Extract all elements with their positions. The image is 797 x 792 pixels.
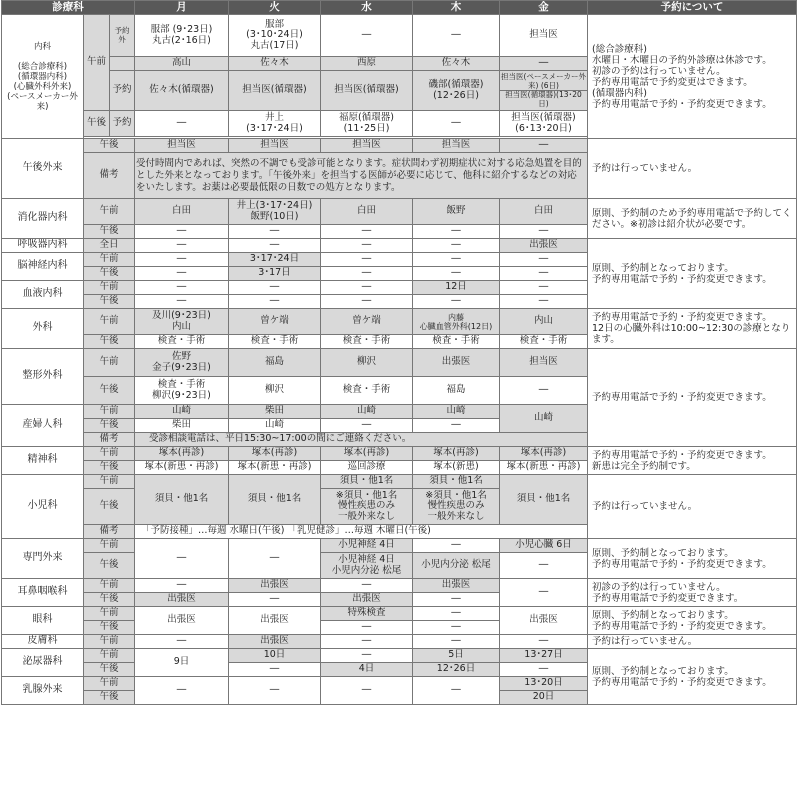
schedule-cell: ― [500, 295, 588, 309]
schedule-cell: 山崎 [500, 405, 588, 433]
slot-label: 午前 [84, 475, 135, 489]
dept-ganka: 眼科 [2, 607, 84, 635]
slot-label: 午前 [84, 253, 135, 267]
schedule-cell: 4日 [321, 663, 413, 677]
schedule-cell: ― [500, 553, 588, 579]
schedule-cell: ― [413, 239, 500, 253]
slot-label: 午前 [84, 15, 110, 111]
schedule-cell: 塚本(新患・再診) [229, 461, 321, 475]
schedule-cell: 佐々木 [229, 57, 321, 71]
note-hifu: 予約は行っていません。 [588, 635, 797, 649]
schedule-cell: 須貝・他1名 [413, 475, 500, 489]
schedule-cell: 服部 (3･10･24日) 丸古(17日) [229, 15, 321, 57]
slot-label: 午前 [84, 677, 135, 691]
schedule-cell: 塚本(再診) [413, 447, 500, 461]
schedule-cell: 5日 [413, 649, 500, 663]
schedule-cell: ― [321, 253, 413, 267]
schedule-cell: 検査・手術 [229, 335, 321, 349]
schedule-cell: ― [135, 635, 229, 649]
schedule-cell: ― [321, 267, 413, 281]
schedule-cell: ― [413, 253, 500, 267]
schedule-cell: 3･17･24日 [229, 253, 321, 267]
remark-gogo: 受付時間内であれば、突然の不調でも受診可能となります。症状問わず初期症状に対する応急処置を目的とした外来となっております。「午後外来」を担当する医師が必要に応じて、他科に紹介するなどの対応をいたします。お薬は必要最低限の日数での処方となります。 [135, 153, 588, 199]
dept-geka: 外科 [2, 309, 84, 349]
dept-seikei: 整形外科 [2, 349, 84, 405]
schedule-cell: 検査・手術 [135, 335, 229, 349]
schedule-cell: 服部 (9･23日) 丸古(2･16日) [135, 15, 229, 57]
slot-label: 備考 [84, 433, 135, 447]
schedule-cell: ― [413, 539, 500, 553]
schedule-cell: 担当医 [135, 139, 229, 153]
slot-label: 午後 [84, 553, 135, 579]
schedule-cell: 山崎 [321, 405, 413, 419]
dept-shoka: 消化器内科 [2, 199, 84, 239]
schedule-cell: ※須貝・他1名 慢性疾患のみ 一般外来なし [413, 489, 500, 525]
schedule-cell: 出張医 [500, 607, 588, 635]
dept-hifu: 皮膚科 [2, 635, 84, 649]
schedule-cell [500, 71, 588, 111]
schedule-cell: 須貝・他1名 [321, 475, 413, 489]
schedule-cell: ― [500, 57, 588, 71]
schedule-cell: 小児内分泌 松尾 [413, 553, 500, 579]
note-shoni: 予約は行っていません。 [588, 475, 797, 539]
schedule-cell: ― [500, 267, 588, 281]
outpatient-schedule-table [1, 0, 797, 705]
schedule-cell: 井上(3･17･24日) 飯野(10日) [229, 199, 321, 225]
schedule-cell: ― [229, 539, 321, 579]
note-group1: 原則、予約制となっております。 予約専用電話で予約・予約変更できます。 [588, 239, 797, 309]
schedule-cell: 高山 [135, 57, 229, 71]
schedule-cell: ― [229, 281, 321, 295]
schedule-subcell: 担当医(循環器)(13･20日) [500, 90, 587, 108]
schedule-cell: 井上 (3･17･24日) [229, 111, 321, 137]
schedule-cell: 内山 [500, 309, 588, 335]
slot-label: 午前 [84, 635, 135, 649]
slot-label: 午後 [84, 663, 135, 677]
schedule-subcell: 担当医(ペースメーカー外来) (6日) [501, 72, 586, 90]
schedule-cell: ― [321, 579, 413, 593]
schedule-cell: ― [321, 649, 413, 663]
schedule-cell: 塚本(新患・再診) [500, 461, 588, 475]
schedule-cell: ― [413, 419, 500, 433]
schedule-cell: 塚本(再診) [321, 447, 413, 461]
schedule-cell: ― [500, 281, 588, 295]
schedule-cell: ― [135, 281, 229, 295]
table-row [2, 15, 797, 57]
schedule-cell: ― [321, 419, 413, 433]
schedule-cell: 担当医(循環器) [321, 71, 413, 111]
schedule-cell: 出張医 [229, 635, 321, 649]
header-reservation-note: 予約について [588, 1, 797, 15]
schedule-cell: 担当医 [500, 15, 588, 57]
slot-label: 午後 [84, 621, 135, 635]
schedule-cell: 福原(循環器) (11･25日) [321, 111, 413, 137]
schedule-cell: 13･20日 [500, 677, 588, 691]
schedule-cell: 特殊検査 [321, 607, 413, 621]
slot-label: 午前 [84, 579, 135, 593]
schedule-cell: ― [321, 677, 413, 705]
table-row [2, 635, 797, 649]
schedule-cell: ― [135, 111, 229, 137]
slot-label: 午後 [84, 267, 135, 281]
schedule-cell: ― [229, 239, 321, 253]
schedule-cell: 担当医 [229, 139, 321, 153]
dept-naika: 内科 (総合診療科) (循環器内科) (心臓外科外来) (ペースメーカー外来) [2, 15, 84, 139]
schedule-cell: ― [321, 295, 413, 309]
schedule-cell: 出張医 [500, 239, 588, 253]
schedule-cell: 出張医 [229, 607, 321, 635]
dept-ketsueki: 血液内科 [2, 281, 84, 309]
schedule-cell: ― [229, 663, 321, 677]
schedule-cell: ― [413, 111, 500, 137]
schedule-cell: ― [413, 607, 500, 621]
slot-label: 午前 [84, 607, 135, 621]
schedule-cell: 小児心臓 6日 [500, 539, 588, 553]
table-row [2, 475, 797, 489]
schedule-cell: ― [413, 267, 500, 281]
schedule-cell: ― [500, 579, 588, 607]
slot-label: 午前 [84, 649, 135, 663]
slot-label: 午前 [84, 309, 135, 335]
schedule-cell: 検査・手術 [321, 335, 413, 349]
dept-noshinkei: 脳神経内科 [2, 253, 84, 281]
schedule-cell: 飯野 [413, 199, 500, 225]
note-geka: 予約専用電話で予約・予約変更できます。 12日の心臓外科は10:00~12:30の診療となります。 [588, 309, 797, 349]
note-group3: 原則、予約制となっております。 予約専用電話で予約・予約変更できます。 [588, 649, 797, 705]
table-row [2, 447, 797, 461]
slot-label: 午後 [84, 111, 110, 137]
schedule-cell: 12日 [413, 281, 500, 295]
note-group2: 予約専用電話で予約・予約変更できます。 [588, 349, 797, 447]
schedule-cell: ― [500, 635, 588, 649]
slot-label: 午後 [84, 225, 135, 239]
remark-sanfujin: 受診相談電話は、平日15:30~17:00の間にご連絡ください。 [135, 433, 588, 447]
table-row [2, 309, 797, 335]
slot-label: 午後 [84, 489, 135, 525]
schedule-cell: ― [413, 677, 500, 705]
schedule-cell: 担当医(循環器) (6･13･20日) [500, 111, 588, 137]
schedule-cell: 佐々木 [413, 57, 500, 71]
table-row [2, 199, 797, 225]
schedule-cell: 山崎 [229, 419, 321, 433]
schedule-cell: ― [413, 15, 500, 57]
schedule-cell: 佐野 金子(9･23日) [135, 349, 229, 377]
header-friday: 金 [500, 1, 588, 15]
schedule-cell: 福島 [413, 377, 500, 405]
schedule-cell: 塚本(再診) [135, 447, 229, 461]
schedule-cell: ― [135, 239, 229, 253]
schedule-cell: 磯部(循環器) (12･26日) [413, 71, 500, 111]
slot-sublabel: 予約 [110, 111, 135, 137]
slot-label: 午後 [84, 593, 135, 607]
schedule-cell: ― [135, 267, 229, 281]
schedule-cell: ※須貝・他1名 慢性疾患のみ 一般外来なし [321, 489, 413, 525]
schedule-cell: 曽ケ端 [229, 309, 321, 335]
schedule-cell: ― [135, 579, 229, 593]
schedule-cell: 12･26日 [413, 663, 500, 677]
slot-label: 午後 [84, 295, 135, 309]
schedule-cell: ― [321, 15, 413, 57]
schedule-cell: 出張医 [413, 579, 500, 593]
schedule-cell: 及川(9･23日) 内山 [135, 309, 229, 335]
schedule-cell: ― [413, 225, 500, 239]
slot-label: 備考 [84, 153, 135, 199]
schedule-cell: 検査・手術 [413, 335, 500, 349]
schedule-cell: 柳沢 [229, 377, 321, 405]
schedule-cell: 内藤 心臓血管外科(12日) [413, 309, 500, 335]
slot-label: 午後 [84, 377, 135, 405]
dept-seishin: 精神科 [2, 447, 84, 475]
slot-label: 午後 [84, 691, 135, 705]
schedule-cell: 白田 [321, 199, 413, 225]
schedule-cell: ― [321, 225, 413, 239]
schedule-cell: ― [135, 539, 229, 579]
dept-jibi: 耳鼻咽喉科 [2, 579, 84, 607]
schedule-cell: 塚本(再診) [500, 447, 588, 461]
schedule-cell: ― [500, 225, 588, 239]
schedule-cell: ― [500, 377, 588, 405]
schedule-cell: ― [321, 281, 413, 295]
schedule-cell: ― [500, 139, 588, 153]
schedule-cell: 山崎 [413, 405, 500, 419]
schedule-cell: ― [229, 593, 321, 607]
table-row [2, 239, 797, 253]
schedule-cell: 塚本(新患・再診) [135, 461, 229, 475]
slot-label: 全日 [84, 239, 135, 253]
dept-kokyuki: 呼吸器内科 [2, 239, 84, 253]
schedule-cell: 福島 [229, 349, 321, 377]
schedule-cell: 出張医 [135, 607, 229, 635]
schedule-cell: ― [135, 295, 229, 309]
schedule-cell: ― [321, 621, 413, 635]
header-row [2, 1, 797, 15]
schedule-cell: 3･17日 [229, 267, 321, 281]
schedule-cell: 塚本(再診) [229, 447, 321, 461]
schedule-cell: 出張医 [135, 593, 229, 607]
schedule-cell: 西原 [321, 57, 413, 71]
schedule-cell: ― [500, 663, 588, 677]
schedule-cell: ― [413, 621, 500, 635]
slot-label: 午前 [84, 405, 135, 419]
schedule-cell: ― [321, 635, 413, 649]
note-seishin: 予約専用電話で予約・予約変更できます。 新患は完全予約制です。 [588, 447, 797, 475]
schedule-cell: ― [413, 635, 500, 649]
header-monday: 月 [135, 1, 229, 15]
schedule-cell: ― [229, 677, 321, 705]
schedule-cell: 須貝・他1名 [135, 475, 229, 525]
slot-sublabel: 予約 [110, 71, 135, 111]
schedule-cell: ― [321, 239, 413, 253]
schedule-cell: 小児神経 4日 小児内分泌 松尾 [321, 553, 413, 579]
dept-nyusen: 乳腺外来 [2, 677, 84, 705]
dept-sanfujin: 産婦人科 [2, 405, 84, 447]
header-thursday: 木 [413, 1, 500, 15]
schedule-cell: 塚本(新患) [413, 461, 500, 475]
schedule-cell: 検査・手術 柳沢(9･23日) [135, 377, 229, 405]
schedule-cell: 巡回診療 [321, 461, 413, 475]
schedule-cell: 出張医 [321, 593, 413, 607]
table-row [2, 539, 797, 553]
schedule-cell: 10日 [229, 649, 321, 663]
schedule-cell: 柴田 [229, 405, 321, 419]
schedule-cell: 柴田 [135, 419, 229, 433]
schedule-cell: 担当医 [413, 139, 500, 153]
dept-gogo: 午後外来 [2, 139, 84, 199]
dept-senmon: 専門外来 [2, 539, 84, 579]
schedule-cell: 白田 [135, 199, 229, 225]
schedule-cell: ― [413, 295, 500, 309]
schedule-cell: ― [135, 225, 229, 239]
dept-hinyoki: 泌尿器科 [2, 649, 84, 677]
slot-label: 午前 [84, 281, 135, 295]
note-ganka: 原則、予約制となっております。 予約専用電話で予約・予約変更できます。 [588, 607, 797, 635]
schedule-cell: 担当医 [500, 349, 588, 377]
slot-sublabel: 予約外 [110, 15, 135, 57]
schedule-cell: 担当医 [321, 139, 413, 153]
schedule-cell: 曽ケ端 [321, 309, 413, 335]
table-row [2, 349, 797, 377]
note-gogo: 予約は行っていません。 [588, 139, 797, 199]
table-row [2, 607, 797, 621]
schedule-cell: 9日 [135, 649, 229, 677]
schedule-cell: ― [229, 225, 321, 239]
table-row [2, 139, 797, 153]
schedule-cell: 担当医(循環器) [229, 71, 321, 111]
schedule-cell: 13･27日 [500, 649, 588, 663]
header-tuesday: 火 [229, 1, 321, 15]
header-dept: 診療科 [2, 1, 135, 15]
slot-label: 午前 [84, 539, 135, 553]
schedule-cell: 山崎 [135, 405, 229, 419]
schedule-cell: ― [135, 677, 229, 705]
dept-shoni: 小児科 [2, 475, 84, 539]
slot-label: 午後 [84, 335, 135, 349]
schedule-cell: ― [229, 295, 321, 309]
slot-label: 備考 [84, 525, 135, 539]
table-row [2, 649, 797, 663]
schedule-cell: 20日 [500, 691, 588, 705]
schedule-cell: 須貝・他1名 [229, 475, 321, 525]
note-senmon: 原則、予約制となっております。 予約専用電話で予約・予約変更できます。 [588, 539, 797, 579]
remark-shoni: 「予防接種」…毎週 水曜日(午後) 「乳児健診」…毎週 木曜日(午後) [135, 525, 588, 539]
slot-label: 午前 [84, 199, 135, 225]
note-jibi: 初診の予約は行っていません。 予約専用電話で予約変更できます。 [588, 579, 797, 607]
schedule-cell: ― [500, 253, 588, 267]
header-wednesday: 水 [321, 1, 413, 15]
slot-label: 午後 [84, 139, 135, 153]
note-naika: (総合診療科) 水曜日・木曜日の予約外診療は休診です。 初診の予約は行っていません。 予約専用電話で予約変更はできます。 (循環器内科) 予約専用電話で予約・予約変更できます。 [588, 15, 797, 139]
slot-label: 午後 [84, 419, 135, 433]
schedule-cell: 白田 [500, 199, 588, 225]
schedule-cell: 出張医 [413, 349, 500, 377]
schedule-cell: 須貝・他1名 [500, 475, 588, 525]
schedule-cell: 佐々木(循環器) [135, 71, 229, 111]
slot-label: 午前 [84, 349, 135, 377]
slot-label: 午前 [84, 447, 135, 461]
schedule-cell: ― [135, 253, 229, 267]
slot-label: 午後 [84, 461, 135, 475]
note-shoka: 原則、予約制のため予約専用電話で予約してください。※初診は紹介状が必要です。 [588, 199, 797, 239]
schedule-cell: 検査・手術 [321, 377, 413, 405]
table-row [2, 579, 797, 593]
schedule-cell: 柳沢 [321, 349, 413, 377]
schedule-cell: 検査・手術 [500, 335, 588, 349]
schedule-cell: 出張医 [229, 579, 321, 593]
schedule-cell: ― [413, 593, 500, 607]
schedule-cell: 小児神経 4日 [321, 539, 413, 553]
